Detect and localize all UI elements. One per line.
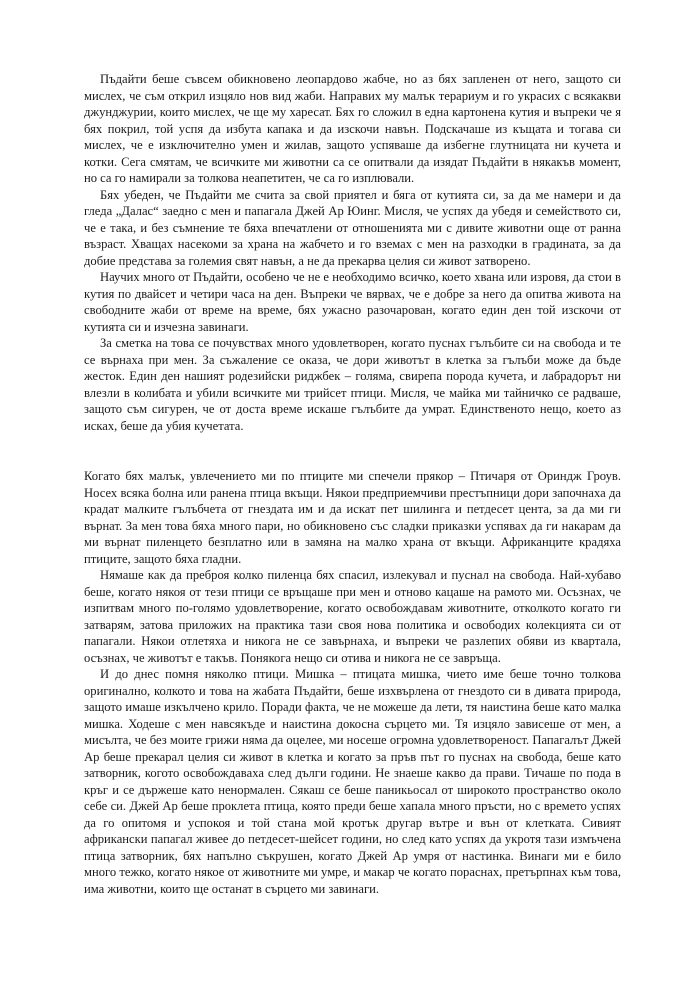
paragraph-bird-man: Когато бях малък, увлечението ми по птиците ми спечели прякор – Птичаря от Ориндж Гроув. Носех всяка болна или ранена птица вкъщи. Някои предприемчиви престъпници дори започнаха да крадат малките гълъбчета от гнездата им и да искат пет шилинга и петдесет цента, за да ми ги върнат. За мен това бяха много пари, но обикновено със сладки приказки успявах да ги накарам да ми върнат пиленцето безплатно или в замяна на малко храна от вкъщи. Африканците крадяха птиците, защото бяха гладни.: [84, 469, 621, 566]
paragraph-pigeons: За сметка на това се почувствах много удовлетворен, когато пуснах гълъбите си на свобода и те се върнаха при мен. За съжаление се оказа, че дори животът в клетка за гълъби може да бъде жесток. Един ден нашият родезийски риджбек – голяма, свирепа порода кучета, и лабрадорът ни влезли в колибата и убили всичките ми трийсет птици. Мисля, че майка ми тайничко се радваше, защото съм сигурен, че от доста време искаше гълъбите да умрат. Единственото нещо, което аз исках, беше да убия кучетата.: [84, 336, 621, 433]
section-two: [84, 468, 621, 897]
paragraph-dallas-friend: Бях убеден, че Пъдайти ме счита за свой приятел и бяга от кутията си, за да ме намери и да гледа „Далас“ заедно с мен и папагала Джей Ар Юинг. Мисля, че успях да убедя и семейството си, че е така, и без съмнение те бяха впечатлени от отношенията ми с дивите животни още от ранна възраст. Хващах насекоми за храна на жабчето и го вземах с мен на разходки в градината, за да добие представа за големия свят навън, а не да прекарва целия си живот затворено.: [84, 187, 621, 268]
section-one: [84, 71, 621, 434]
paragraph-releasing-birds: Нямаше как да преброя колко пиленца бях спасил, излекувал и пуснал на свобода. Най-хубаво беше, когато някоя от тези птици се връщаше при мен и отново кацаше на рамото ми. Осъзнах, че изпитвам много по-голямо удовлетворение, когато освобождавам животните, отколкото когато ги затварям, затова приложих на практика тази своя нова политика и освободих колекцията си от папагали. Някои отлетяха и никога не се завърнаха, и въпреки че разлепих обяви из квартала, осъзнах, че животът е такъв. Понякога нещо си отива и никога не се завръща.: [84, 568, 621, 665]
paragraph-lesson-learned: Научих много от Пъдайти, особено че не е необходимо всичко, което хвана или изровя, да стои в кутия по двайсет и четири часа на ден. Въпреки че вярвах, че е добре за него да опитва живота на свободните жаби от време на време, бях ужасно разочарован, когато един ден той изскочи от кутията си и изчезна завинаги.: [84, 270, 621, 334]
paragraph-puddy-frog: Пъдайти беше съвсем обикновено леопардово жабче, но аз бях запленен от него, защото си мислех, че съм открил изцяло нов вид жаби. Направих му малък терариум и го украсих с всякакви джунджурии, които мислех, че ще му харесат. Бях го сложил в една картонена кутия и въпреки че я бях покрил, той успя да избута капака и да изскочи навън. Подскачаше из къщата и тогава си мислех, че е изключително умен и жилав, защото успяваше да избегне глутницата ни кучета и котки. Сега смятам, че всичките ми животни са се опитвали да изядат Пъдайти в някакъв момент, но са го намирали за толкова неапетитен, че са го изплювали.: [84, 72, 621, 185]
section-gap: [84, 434, 621, 468]
paragraph-remembered-birds: И до днес помня няколко птици. Мишка – птицата мишка, чието име беше точно толкова оригинално, колкото и това на жабата Пъдайти, беше изхвърлена от гнездото си в дивата природа, защото имаше изкълчено крило. Поради факта, че не можеше да лети, тя наистина беше като малка мишка. Ходеше с мен навсякъде и наистина докосна сърцето ми. Тя изцяло зависеше от мен, а мисълта, че без моите грижи няма да оцелее, ми носеше огромна удовлетвореност. Папагалът Джей Ар беше прекарал целия си живот в клетка и когато за пръв път го пуснах на свобода, беше като затворник, когото освобождавaха след дълги години. Не знаеше какво да прави. Тичаше по пода в кръг и се държеше като ненормален. Сякаш се беше паникьосал от широкото пространство около себе си. Джей Ар беше проклета птица, която преди беше хапала много пръсти, но с времето успях да го опитомя и успокоя и той стана мой кротък другар вътре и вън от клетката. Сивият африкански папагал живее до петдесет-шейсет години, но след като успях да укротя тази измъчена птица затворник, бях напълно съкрушен, когато Джей Ар умря от настинка. Винаги ми е било много тежко, когато някое от животните ми умре, и макар че когато пораснах, претърпнах към това, има животни, които ще останат в сърцето ми завинаги.: [84, 667, 621, 896]
